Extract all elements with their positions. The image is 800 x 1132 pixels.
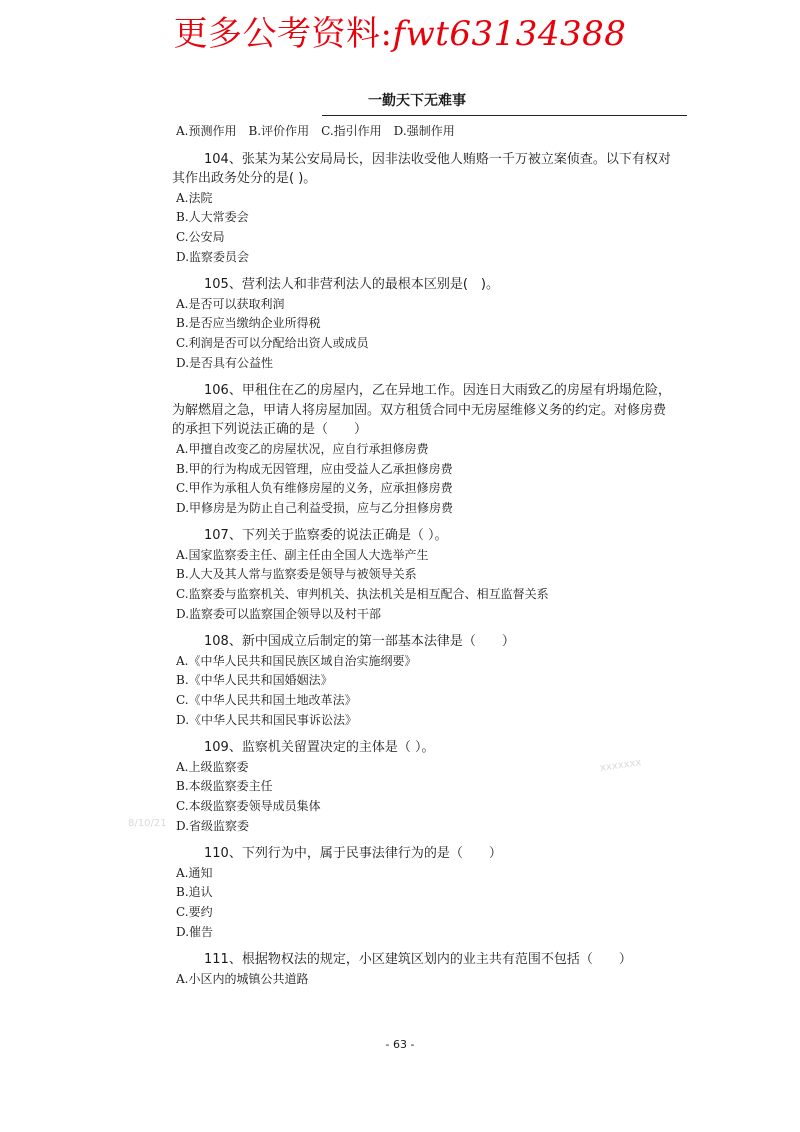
- answer-option: D.监察委员会: [176, 249, 250, 264]
- answer-option: B.是否应当缴纳企业所得税: [176, 316, 321, 331]
- answer-option: A.上级监察委: [176, 759, 249, 774]
- watermark-prefix: 更多公考资料:: [173, 14, 393, 54]
- answer-option: B.甲的行为构成无因管理，应由受益人乙承担修房费: [176, 461, 453, 476]
- answer-option: C.利润是否可以分配给出资人或成员: [176, 335, 369, 350]
- page-header-title: 一勤天下无难事: [368, 93, 466, 109]
- answer-option: C.要约: [176, 904, 213, 919]
- watermark-banner: [0, 6, 800, 55]
- answer-option: A.《中华人民共和国民族区域自治实施纲要》: [176, 653, 417, 668]
- answer-option: D.《中华人民共和国民事诉讼法》: [176, 712, 358, 727]
- answer-option: D.监察委可以监察国企领导以及村干部: [176, 606, 382, 621]
- answer-option: A.国家监察委主任、副主任由全国人大选举产生: [176, 547, 429, 562]
- answer-option: D.省级监察委: [176, 818, 250, 833]
- answer-option: C.《中华人民共和国土地改革法》: [176, 693, 357, 708]
- answer-option: D.甲修房是为防止自己利益受损，应与乙分担修房费: [176, 500, 454, 515]
- answer-option: A.预测作用 B.评价作用 C.指引作用 D.强制作用: [176, 124, 455, 138]
- question-text: 其作出政务处分的是( )。: [172, 171, 317, 187]
- question-text: 111、根据物权法的规定，小区建筑区划内的业主共有范围不包括（ ）: [204, 952, 632, 968]
- question-text: 107、下列关于监察委的说法正确是（ ）。: [204, 528, 448, 544]
- question-text: 为解燃眉之急，甲请人将房屋加固。双方租赁合同中无房屋维修义务的约定。对修房费: [172, 402, 667, 418]
- question-text: 106、甲租住在乙的房屋内，乙在异地工作。因连日大雨致乙的房屋有坍塌危险，: [204, 383, 671, 399]
- answer-option: B.追认: [176, 885, 213, 900]
- question-text: 的承担下列说法正确的是（ ）: [172, 422, 368, 438]
- question-text: 110、下列行为中，属于民事法律行为的是（ ）: [204, 846, 502, 862]
- header-divider: [322, 115, 687, 116]
- answer-option: B.人大常委会: [176, 210, 249, 225]
- answer-option: A.是否可以获取利润: [176, 296, 285, 311]
- watermark-site: fwt63134388: [392, 14, 627, 54]
- answer-option: A.甲擅自改变乙的房屋状况，应自行承担修房费: [176, 441, 429, 456]
- answer-option: B.《中华人民共和国婚姻法》: [176, 673, 333, 688]
- question-text: 109、监察机关留置决定的主体是（ ）。: [204, 740, 435, 756]
- answer-option: B.人大及其人常与监察委是领导与被领导关系: [176, 567, 417, 582]
- answer-option: C.甲作为承租人负有维修房屋的义务，应承担修房费: [176, 481, 453, 496]
- question-text: 105、营利法人和非营利法人的最根本区别是( )。: [204, 277, 499, 293]
- answer-option: C.公安局: [176, 229, 225, 244]
- answer-option: C.监察委与监察机关、审判机关、执法机关是相互配合、相互监督关系: [176, 587, 549, 602]
- faint-mark: xxxxxxx: [599, 757, 643, 774]
- answer-option: C.本级监察委领导成员集体: [176, 799, 321, 813]
- answer-option: A.法院: [176, 190, 213, 205]
- question-text: 104、张某为某公安局局长，因非法收受他人贿赂一千万被立案侦查。以下有权对: [204, 151, 671, 167]
- answer-option: D.催告: [176, 924, 214, 939]
- answer-option: A.通知: [176, 865, 213, 880]
- answer-option: D.是否具有公益性: [176, 355, 274, 370]
- answer-option: B.本级监察委主任: [176, 779, 273, 794]
- answer-option: A.小区内的城镇公共道路: [176, 971, 309, 986]
- question-text: 108、新中国成立后制定的第一部基本法律是（ ）: [204, 634, 515, 650]
- faint-mark: 8/10/21: [128, 818, 167, 829]
- question-list: [172, 122, 696, 989]
- page-number: - 63 -: [385, 1038, 415, 1051]
